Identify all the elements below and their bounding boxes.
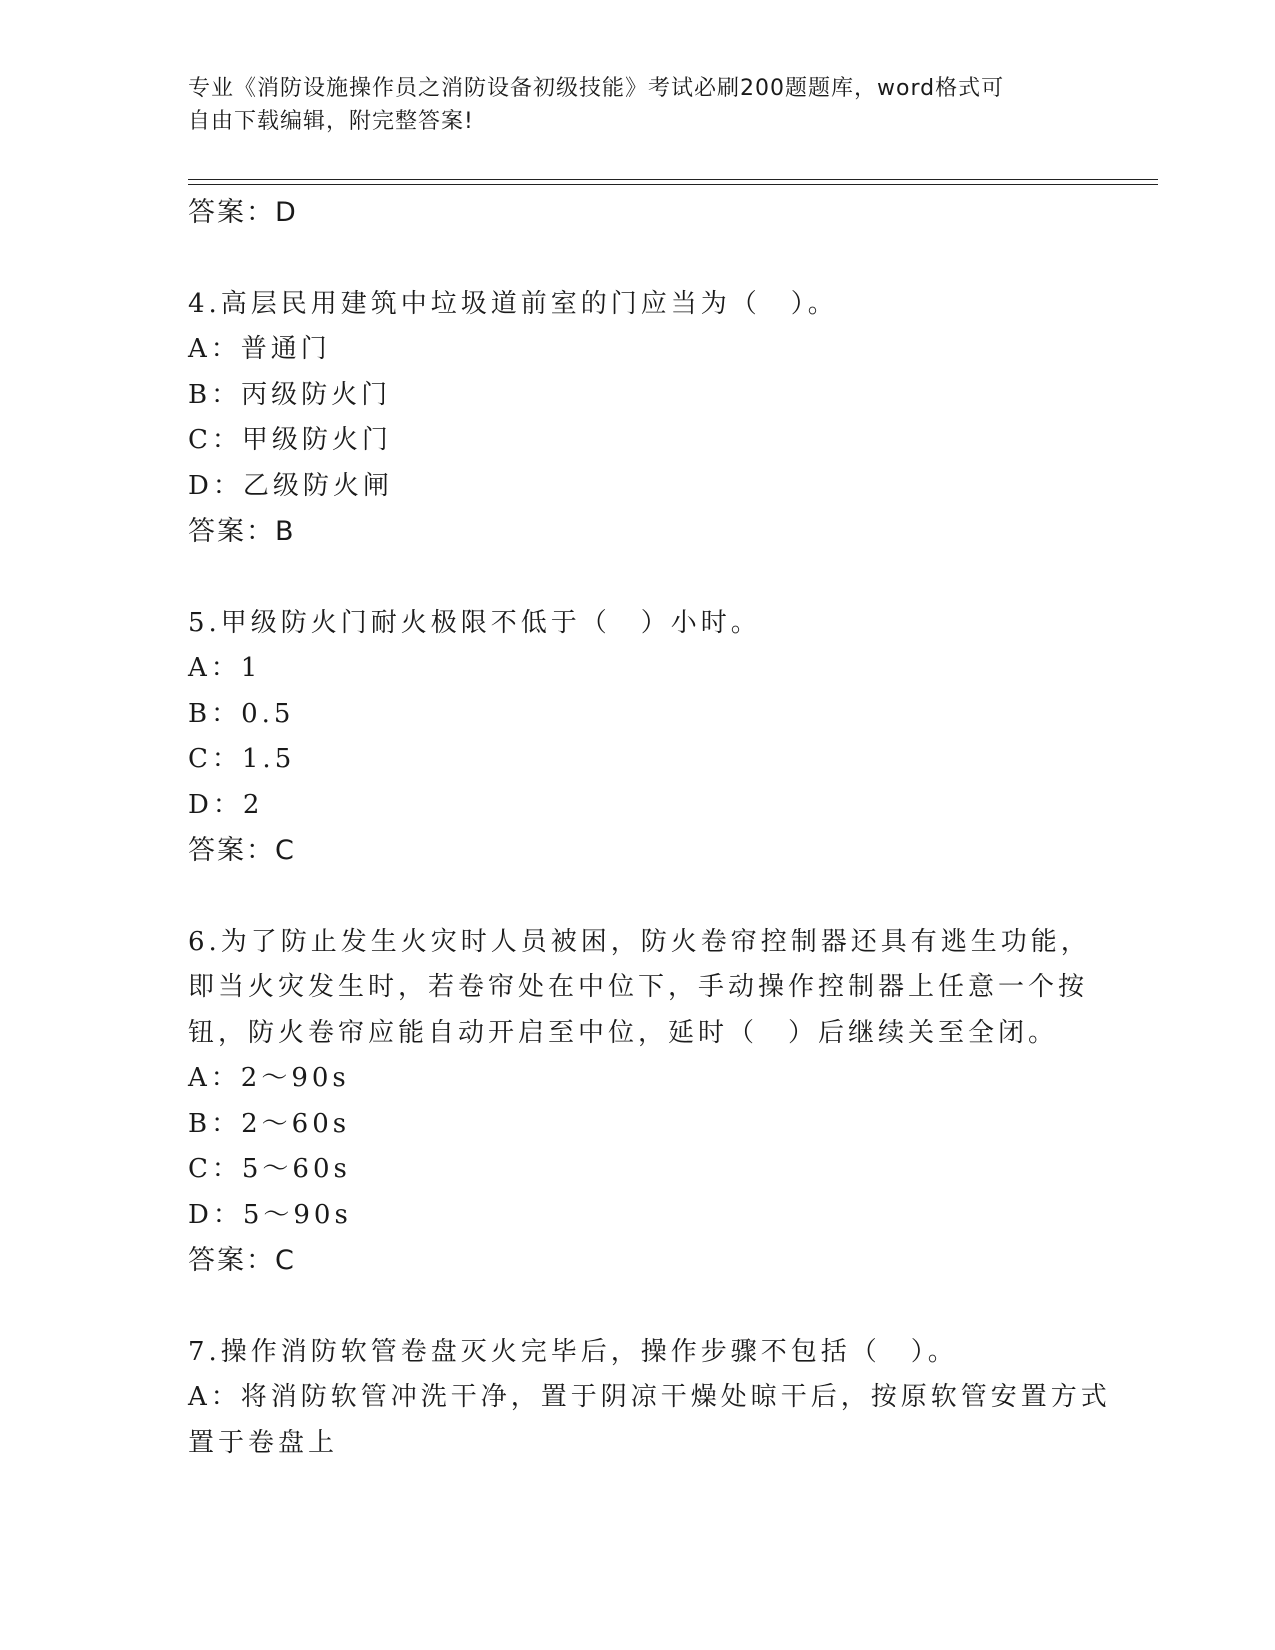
header-divider-bottom	[188, 184, 1158, 185]
option-b: B：0.5	[188, 698, 295, 729]
question-stem: 5.甲级防火门耐火极限不低于（ ）小时。	[188, 607, 761, 638]
option-c: C：5～60s	[188, 1154, 351, 1184]
option-c: C：甲级防火门	[188, 425, 392, 455]
spacer	[188, 1284, 1088, 1330]
question-stem-line-2: 即当火灾发生时，若卷帘处在中位下，手动操作控制器上任意一个按	[188, 972, 1089, 1002]
spacer	[188, 555, 1088, 601]
option-c: C：1.5	[188, 744, 296, 774]
question-4	[188, 282, 1088, 555]
spacer	[188, 874, 1088, 920]
header-divider-top	[188, 179, 1158, 180]
option-a: A：1	[188, 653, 262, 683]
header-line-1: 专业《消防设施操作员之消防设备初级技能》考试必刷200题题库，word格式可	[188, 76, 1005, 101]
option-b: B：丙级防火门	[188, 379, 392, 410]
question-stem-line-3: 钮，防火卷帘应能自动开启至中位，延时（ ）后继续关至全闭。	[188, 1017, 1059, 1048]
option-a-line-2: 置于卷盘上	[188, 1427, 339, 1458]
question-5	[188, 601, 1088, 874]
question-content	[188, 190, 1111, 1466]
option-d: D：乙级防火闸	[188, 470, 393, 501]
question-7	[188, 1330, 1111, 1467]
option-a: A：普通门	[188, 334, 331, 364]
option-b: B：2～60s	[188, 1108, 351, 1139]
question-6	[188, 920, 1091, 1284]
option-a: A：2～90s	[188, 1063, 350, 1093]
question-stem-line-1: 6.为了防止发生火灾时人员被困，防火卷帘控制器还具有逃生功能，	[188, 926, 1091, 957]
answer: 答案：C	[188, 835, 296, 866]
option-d: D：5～90s	[188, 1199, 352, 1230]
option-d: D：2	[188, 789, 264, 820]
header-line-2: 自由下载编辑，附完整答案!	[188, 109, 474, 134]
answer: 答案：C	[188, 1245, 296, 1276]
question-stem: 7.操作消防软管卷盘灭火完毕后，操作步骤不包括（ ）。	[188, 1336, 958, 1367]
question-stem: 4.高层民用建筑中垃圾道前室的门应当为（ ）。	[188, 288, 838, 319]
answer: 答案：B	[188, 516, 296, 547]
previous-answer: 答案：D	[188, 197, 298, 228]
document-header	[188, 72, 1088, 138]
option-a-line-1: A：将消防软管冲洗干净，置于阴凉干燥处晾干后，按原软管安置方式	[188, 1382, 1111, 1412]
spacer	[188, 236, 1088, 282]
